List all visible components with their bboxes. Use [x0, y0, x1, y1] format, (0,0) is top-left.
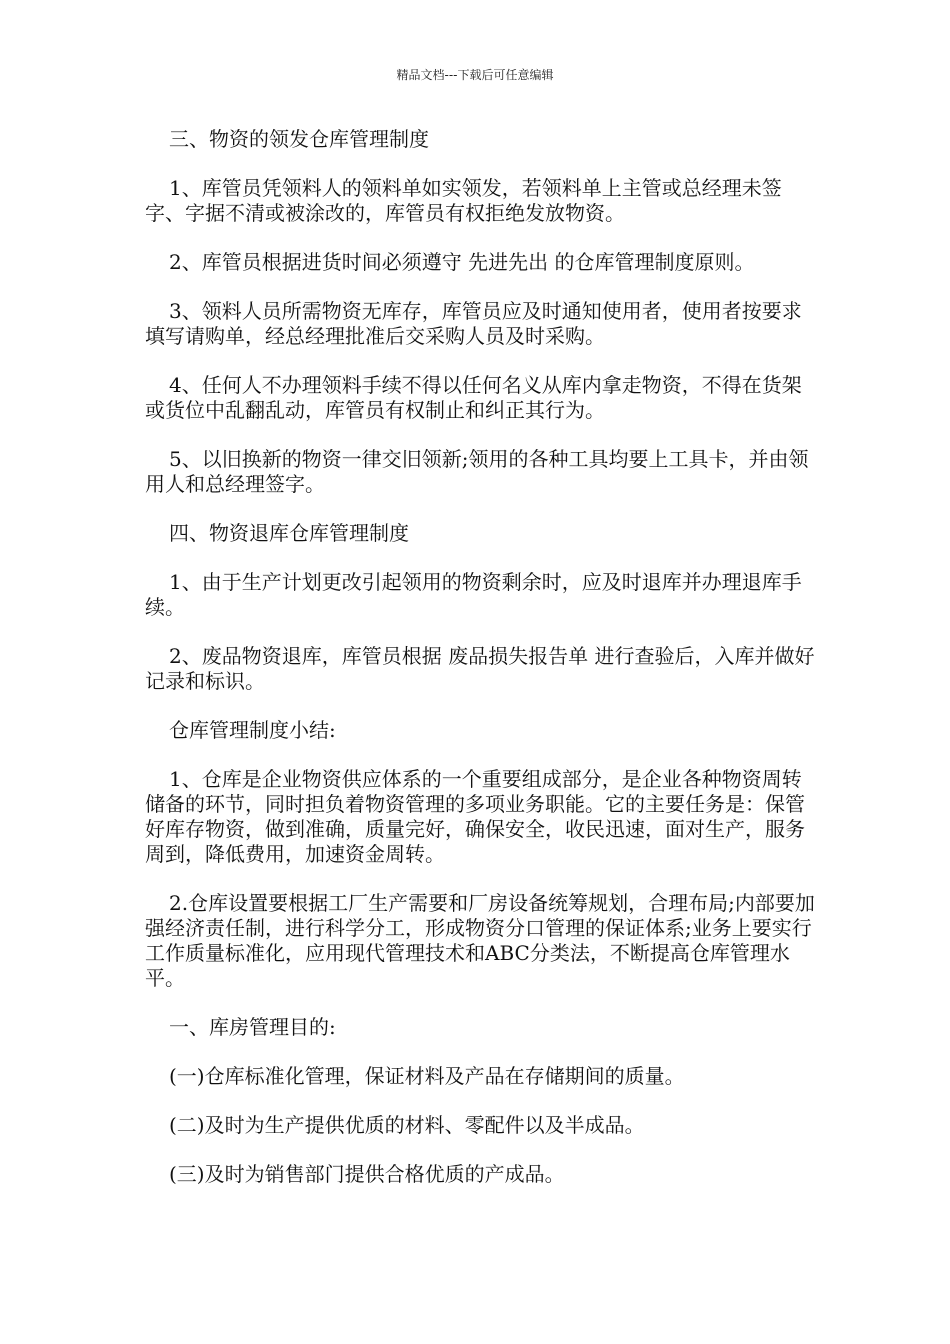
list-item: (三)及时为销售部门提供合格优质的产成品。: [169, 1162, 565, 1186]
paragraph: 1、库管员凭领料人的领料单如实领发，若领料单上主管或总经理未签字、字据不清或被涂改的，库管员有权拒绝发放物资。: [145, 176, 782, 225]
paragraph: 2.仓库设置要根据工厂生产需要和厂房设备统筹规划，合理布局;内部要加强经济责任制，进行科学分工，形成物资分口管理的保证体系;业务上要实行工作质量标准化，应用现代管理技术和ABC分类法，不断提高仓库管理水平。: [145, 891, 815, 990]
paragraph: 5、以旧换新的物资一律交旧领新;领用的各种工具均要上工具卡，并由领用人和总经理签字。: [145, 447, 809, 496]
list-item: (一)仓库标准化管理，保证材料及产品在存储期间的质量。: [169, 1064, 685, 1088]
paragraph: 4、任何人不办理领料手续不得以任何名义从库内拿走物资，不得在货架或货位中乱翻乱动，库管员有权制止和纠正其行为。: [145, 373, 802, 422]
section-heading: 四、物资退库仓库管理制度: [169, 521, 409, 545]
paragraph: 2、废品物资退库，库管员根据 废品损失报告单 进行查验后，入库并做好记录和标识。: [145, 644, 815, 693]
document-body: [145, 127, 815, 1211]
paragraph: 3、领料人员所需物资无库存，库管员应及时通知使用者，使用者按要求填写请购单，经总经理批准后交采购人员及时采购。: [145, 299, 802, 348]
section-heading: 一、库房管理目的:: [169, 1015, 336, 1039]
page-header: 精品文档---下载后可任意编辑: [396, 68, 554, 82]
paragraph: 1、仓库是企业物资供应体系的一个重要组成部分，是企业各种物资周转储备的环节，同时担负着物资管理的多项业务职能。它的主要任务是：保管好库存物资，做到准确，质量完好，确保安全，收民迅速，面对生产，服务周到，降低费用，加速资金周转。: [145, 767, 805, 866]
list-item: (二)及时为生产提供优质的材料、零配件以及半成品。: [169, 1113, 645, 1137]
section-heading: 仓库管理制度小结:: [169, 718, 336, 742]
paragraph: 2、库管员根据进货时间必须遵守 先进先出 的仓库管理制度原则。: [169, 250, 755, 274]
section-heading: 三、物资的领发仓库管理制度: [169, 127, 429, 151]
paragraph: 1、由于生产计划更改引起领用的物资剩余时，应及时退库并办理退库手续。: [145, 570, 802, 619]
